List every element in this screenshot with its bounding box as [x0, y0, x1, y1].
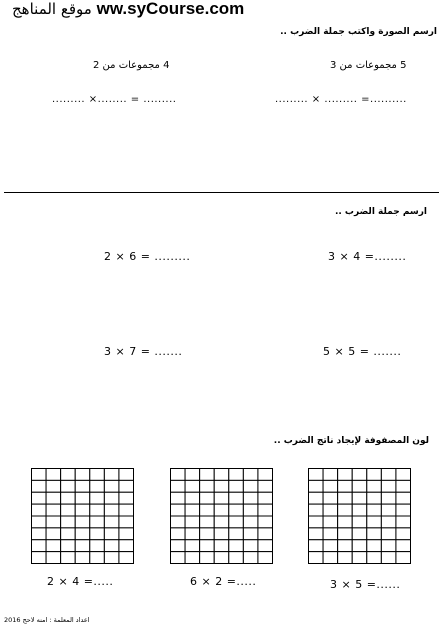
grid-label-6x2: 6 × 2 =..... [190, 575, 257, 588]
grid-cell[interactable] [352, 516, 367, 528]
grid-cell[interactable] [381, 516, 396, 528]
grid-cell[interactable] [90, 480, 105, 492]
grid-cell[interactable] [367, 480, 382, 492]
grid-cell[interactable] [185, 480, 200, 492]
grid-cell[interactable] [171, 540, 186, 552]
grid-cell[interactable] [200, 504, 215, 516]
grid-cell[interactable] [90, 469, 105, 481]
grid-cell[interactable] [243, 540, 258, 552]
grid-cell[interactable] [309, 469, 324, 481]
grid-cell[interactable] [214, 504, 229, 516]
grid-cell[interactable] [171, 480, 186, 492]
grid-cell[interactable] [352, 552, 367, 564]
grid-label-3x5: 3 × 5 =...... [330, 578, 401, 591]
grid-cell[interactable] [46, 480, 61, 492]
grid-cell[interactable] [309, 540, 324, 552]
grid-cell[interactable] [61, 469, 76, 481]
grid-cell[interactable] [258, 552, 273, 564]
grid-cell[interactable] [243, 480, 258, 492]
grid-cell[interactable] [46, 552, 61, 564]
grid-cell[interactable] [243, 469, 258, 481]
grid-cell[interactable] [338, 480, 353, 492]
grid-cell[interactable] [32, 480, 47, 492]
grid-cell[interactable] [185, 528, 200, 540]
grid-cell[interactable] [243, 528, 258, 540]
grid-cell[interactable] [75, 528, 90, 540]
section1-blank-right: ......... × ......... =.......... [275, 94, 407, 105]
grid-cell[interactable] [229, 516, 244, 528]
grid-cell[interactable] [323, 504, 338, 516]
grid-cell[interactable] [309, 480, 324, 492]
grid-cell[interactable] [396, 480, 411, 492]
grid-cell[interactable] [229, 528, 244, 540]
grid-cell[interactable] [200, 540, 215, 552]
grid-cell[interactable] [323, 480, 338, 492]
grid-cell[interactable] [309, 552, 324, 564]
grid-cell[interactable] [323, 552, 338, 564]
grid-cell[interactable] [396, 528, 411, 540]
grid-cell[interactable] [381, 480, 396, 492]
grid-cell[interactable] [32, 469, 47, 481]
grid-cell[interactable] [171, 469, 186, 481]
grid-cell[interactable] [61, 528, 76, 540]
grid-cell[interactable] [46, 492, 61, 504]
site-url[interactable]: ww.syCourse.com [96, 0, 245, 18]
grid-cell[interactable] [185, 492, 200, 504]
grid-cell[interactable] [32, 492, 47, 504]
grid-cell[interactable] [32, 528, 47, 540]
grid-cell[interactable] [75, 492, 90, 504]
section1-title: ارسم الصورة واكتب جملة الضرب .. [280, 27, 437, 37]
grid-cell[interactable] [258, 516, 273, 528]
grid-cell[interactable] [367, 528, 382, 540]
grid-cell[interactable] [119, 492, 134, 504]
grid-cell[interactable] [46, 516, 61, 528]
grid-cell[interactable] [171, 516, 186, 528]
section2-title: ارسم جملة الضرب .. [334, 207, 427, 217]
grid-cell[interactable] [323, 528, 338, 540]
grid-cell[interactable] [309, 492, 324, 504]
grid-cell[interactable] [396, 540, 411, 552]
grid-cell[interactable] [323, 469, 338, 481]
grid-cell[interactable] [229, 504, 244, 516]
grid-cell[interactable] [119, 469, 134, 481]
grid-cell[interactable] [61, 552, 76, 564]
expression-3x4: 3 × 4 =........ [328, 250, 407, 263]
grid-cell[interactable] [309, 516, 324, 528]
grid-cell[interactable] [200, 469, 215, 481]
grid-cell[interactable] [309, 504, 324, 516]
expression-2x6: 2 × 6 = ......... [104, 250, 191, 263]
section1-blank-left: ......... ×........ = ......... [52, 94, 177, 105]
grid-cell[interactable] [323, 540, 338, 552]
grid-cell[interactable] [104, 516, 119, 528]
grid-cell[interactable] [75, 516, 90, 528]
grid-cell[interactable] [32, 552, 47, 564]
grid-cell[interactable] [229, 492, 244, 504]
multiplication-grid-left[interactable] [31, 468, 134, 564]
grid-cell[interactable] [243, 516, 258, 528]
grid-cell[interactable] [214, 516, 229, 528]
grid-cell[interactable] [258, 480, 273, 492]
grid-cell[interactable] [32, 504, 47, 516]
grid-cell[interactable] [258, 540, 273, 552]
grid-cell[interactable] [381, 528, 396, 540]
grid-cell[interactable] [200, 528, 215, 540]
grid-cell[interactable] [171, 528, 186, 540]
grid-cell[interactable] [367, 552, 382, 564]
grid-cell[interactable] [119, 504, 134, 516]
grid-cell[interactable] [200, 480, 215, 492]
grid-cell[interactable] [338, 492, 353, 504]
grid-cell[interactable] [61, 492, 76, 504]
grid-cell[interactable] [338, 528, 353, 540]
grid-cell[interactable] [381, 540, 396, 552]
grid-cell[interactable] [200, 516, 215, 528]
expression-5x5: 5 × 5 = ....... [323, 345, 402, 358]
grid-cell[interactable] [104, 552, 119, 564]
section-divider [4, 192, 439, 193]
grid-cell[interactable] [323, 492, 338, 504]
grid-cell[interactable] [258, 492, 273, 504]
grid-cell[interactable] [75, 480, 90, 492]
grid-cell[interactable] [309, 528, 324, 540]
grid-cell[interactable] [171, 552, 186, 564]
grid-cell[interactable] [200, 552, 215, 564]
section1-prompt-left: 4 مجموعات من 2 [93, 60, 170, 71]
grid-cell[interactable] [214, 469, 229, 481]
grid-cell[interactable] [243, 504, 258, 516]
multiplication-grid-middle[interactable] [170, 468, 273, 564]
multiplication-grid-right[interactable] [308, 468, 411, 564]
grid-cell[interactable] [61, 516, 76, 528]
grid-cell[interactable] [104, 504, 119, 516]
grid-cell[interactable] [90, 504, 105, 516]
grid-cell[interactable] [396, 492, 411, 504]
grid-cell[interactable] [352, 528, 367, 540]
grid-cell[interactable] [185, 516, 200, 528]
grid-cell[interactable] [90, 492, 105, 504]
grid-cell[interactable] [338, 516, 353, 528]
grid-cell[interactable] [396, 469, 411, 481]
section3-title: لون المصفوفة لإيجاد ناتج الضرب .. [273, 436, 429, 446]
grid-cell[interactable] [90, 552, 105, 564]
grid-cell[interactable] [185, 540, 200, 552]
grid-cell[interactable] [367, 469, 382, 481]
grid-cell[interactable] [61, 504, 76, 516]
grid-cell[interactable] [119, 552, 134, 564]
grid-cell[interactable] [352, 504, 367, 516]
grid-cell[interactable] [352, 492, 367, 504]
grid-cell[interactable] [90, 528, 105, 540]
grid-cell[interactable] [104, 492, 119, 504]
section1-prompt-right: 5 مجموعات من 3 [330, 60, 407, 71]
grid-cell[interactable] [90, 540, 105, 552]
grid-label-2x4: 2 × 4 =..... [47, 575, 114, 588]
grid-cell[interactable] [352, 540, 367, 552]
grid-cell[interactable] [104, 480, 119, 492]
grid-cell[interactable] [352, 480, 367, 492]
grid-cell[interactable] [200, 492, 215, 504]
grid-cell[interactable] [104, 469, 119, 481]
site-header [12, 0, 244, 19]
grid-cell[interactable] [229, 480, 244, 492]
grid-cell[interactable] [352, 469, 367, 481]
grid-cell[interactable] [243, 552, 258, 564]
grid-cell[interactable] [119, 540, 134, 552]
grid-cell[interactable] [367, 504, 382, 516]
grid-cell[interactable] [90, 516, 105, 528]
grid-cell[interactable] [214, 480, 229, 492]
grid-cell[interactable] [61, 540, 76, 552]
grid-cell[interactable] [32, 540, 47, 552]
grid-cell[interactable] [214, 552, 229, 564]
grid-cell[interactable] [185, 504, 200, 516]
expression-3x7: 3 × 7 = ....... [104, 345, 183, 358]
grid-cell[interactable] [381, 504, 396, 516]
grid-cell[interactable] [46, 528, 61, 540]
grid-cell[interactable] [243, 492, 258, 504]
grid-cell[interactable] [338, 540, 353, 552]
grid-cell[interactable] [104, 528, 119, 540]
grid-cell[interactable] [338, 552, 353, 564]
grid-cell[interactable] [75, 469, 90, 481]
grid-cell[interactable] [367, 492, 382, 504]
grid-cell[interactable] [367, 516, 382, 528]
grid-cell[interactable] [258, 528, 273, 540]
grid-cell[interactable] [396, 516, 411, 528]
grid-cell[interactable] [258, 504, 273, 516]
grid-cell[interactable] [214, 492, 229, 504]
grid-cell[interactable] [185, 552, 200, 564]
grid-cell[interactable] [381, 492, 396, 504]
grid-cell[interactable] [323, 516, 338, 528]
grid-cell[interactable] [75, 504, 90, 516]
grid-cell[interactable] [229, 552, 244, 564]
grid-cell[interactable] [396, 504, 411, 516]
grid-cell[interactable] [367, 540, 382, 552]
grid-cell[interactable] [46, 540, 61, 552]
site-name-arabic: موقع المناهج [12, 0, 92, 18]
grid-cell[interactable] [46, 469, 61, 481]
grid-cell[interactable] [381, 552, 396, 564]
grid-cell[interactable] [338, 504, 353, 516]
grid-cell[interactable] [396, 552, 411, 564]
grid-cell[interactable] [119, 516, 134, 528]
grid-cell[interactable] [61, 480, 76, 492]
grid-cell[interactable] [32, 516, 47, 528]
grid-cell[interactable] [214, 540, 229, 552]
footer-credit: اعداد المعلمة : امنه لاحج 2016 [4, 616, 90, 624]
grid-cell[interactable] [229, 540, 244, 552]
grid-cell[interactable] [229, 469, 244, 481]
grid-cell[interactable] [185, 469, 200, 481]
grid-cell[interactable] [214, 528, 229, 540]
grid-cell[interactable] [46, 504, 61, 516]
grid-cell[interactable] [119, 528, 134, 540]
grid-cell[interactable] [381, 469, 396, 481]
grid-cell[interactable] [75, 552, 90, 564]
grid-cell[interactable] [119, 480, 134, 492]
grid-cell[interactable] [104, 540, 119, 552]
grid-cell[interactable] [171, 504, 186, 516]
grid-cell[interactable] [75, 540, 90, 552]
grid-cell[interactable] [258, 469, 273, 481]
grid-cell[interactable] [338, 469, 353, 481]
grid-cell[interactable] [171, 492, 186, 504]
